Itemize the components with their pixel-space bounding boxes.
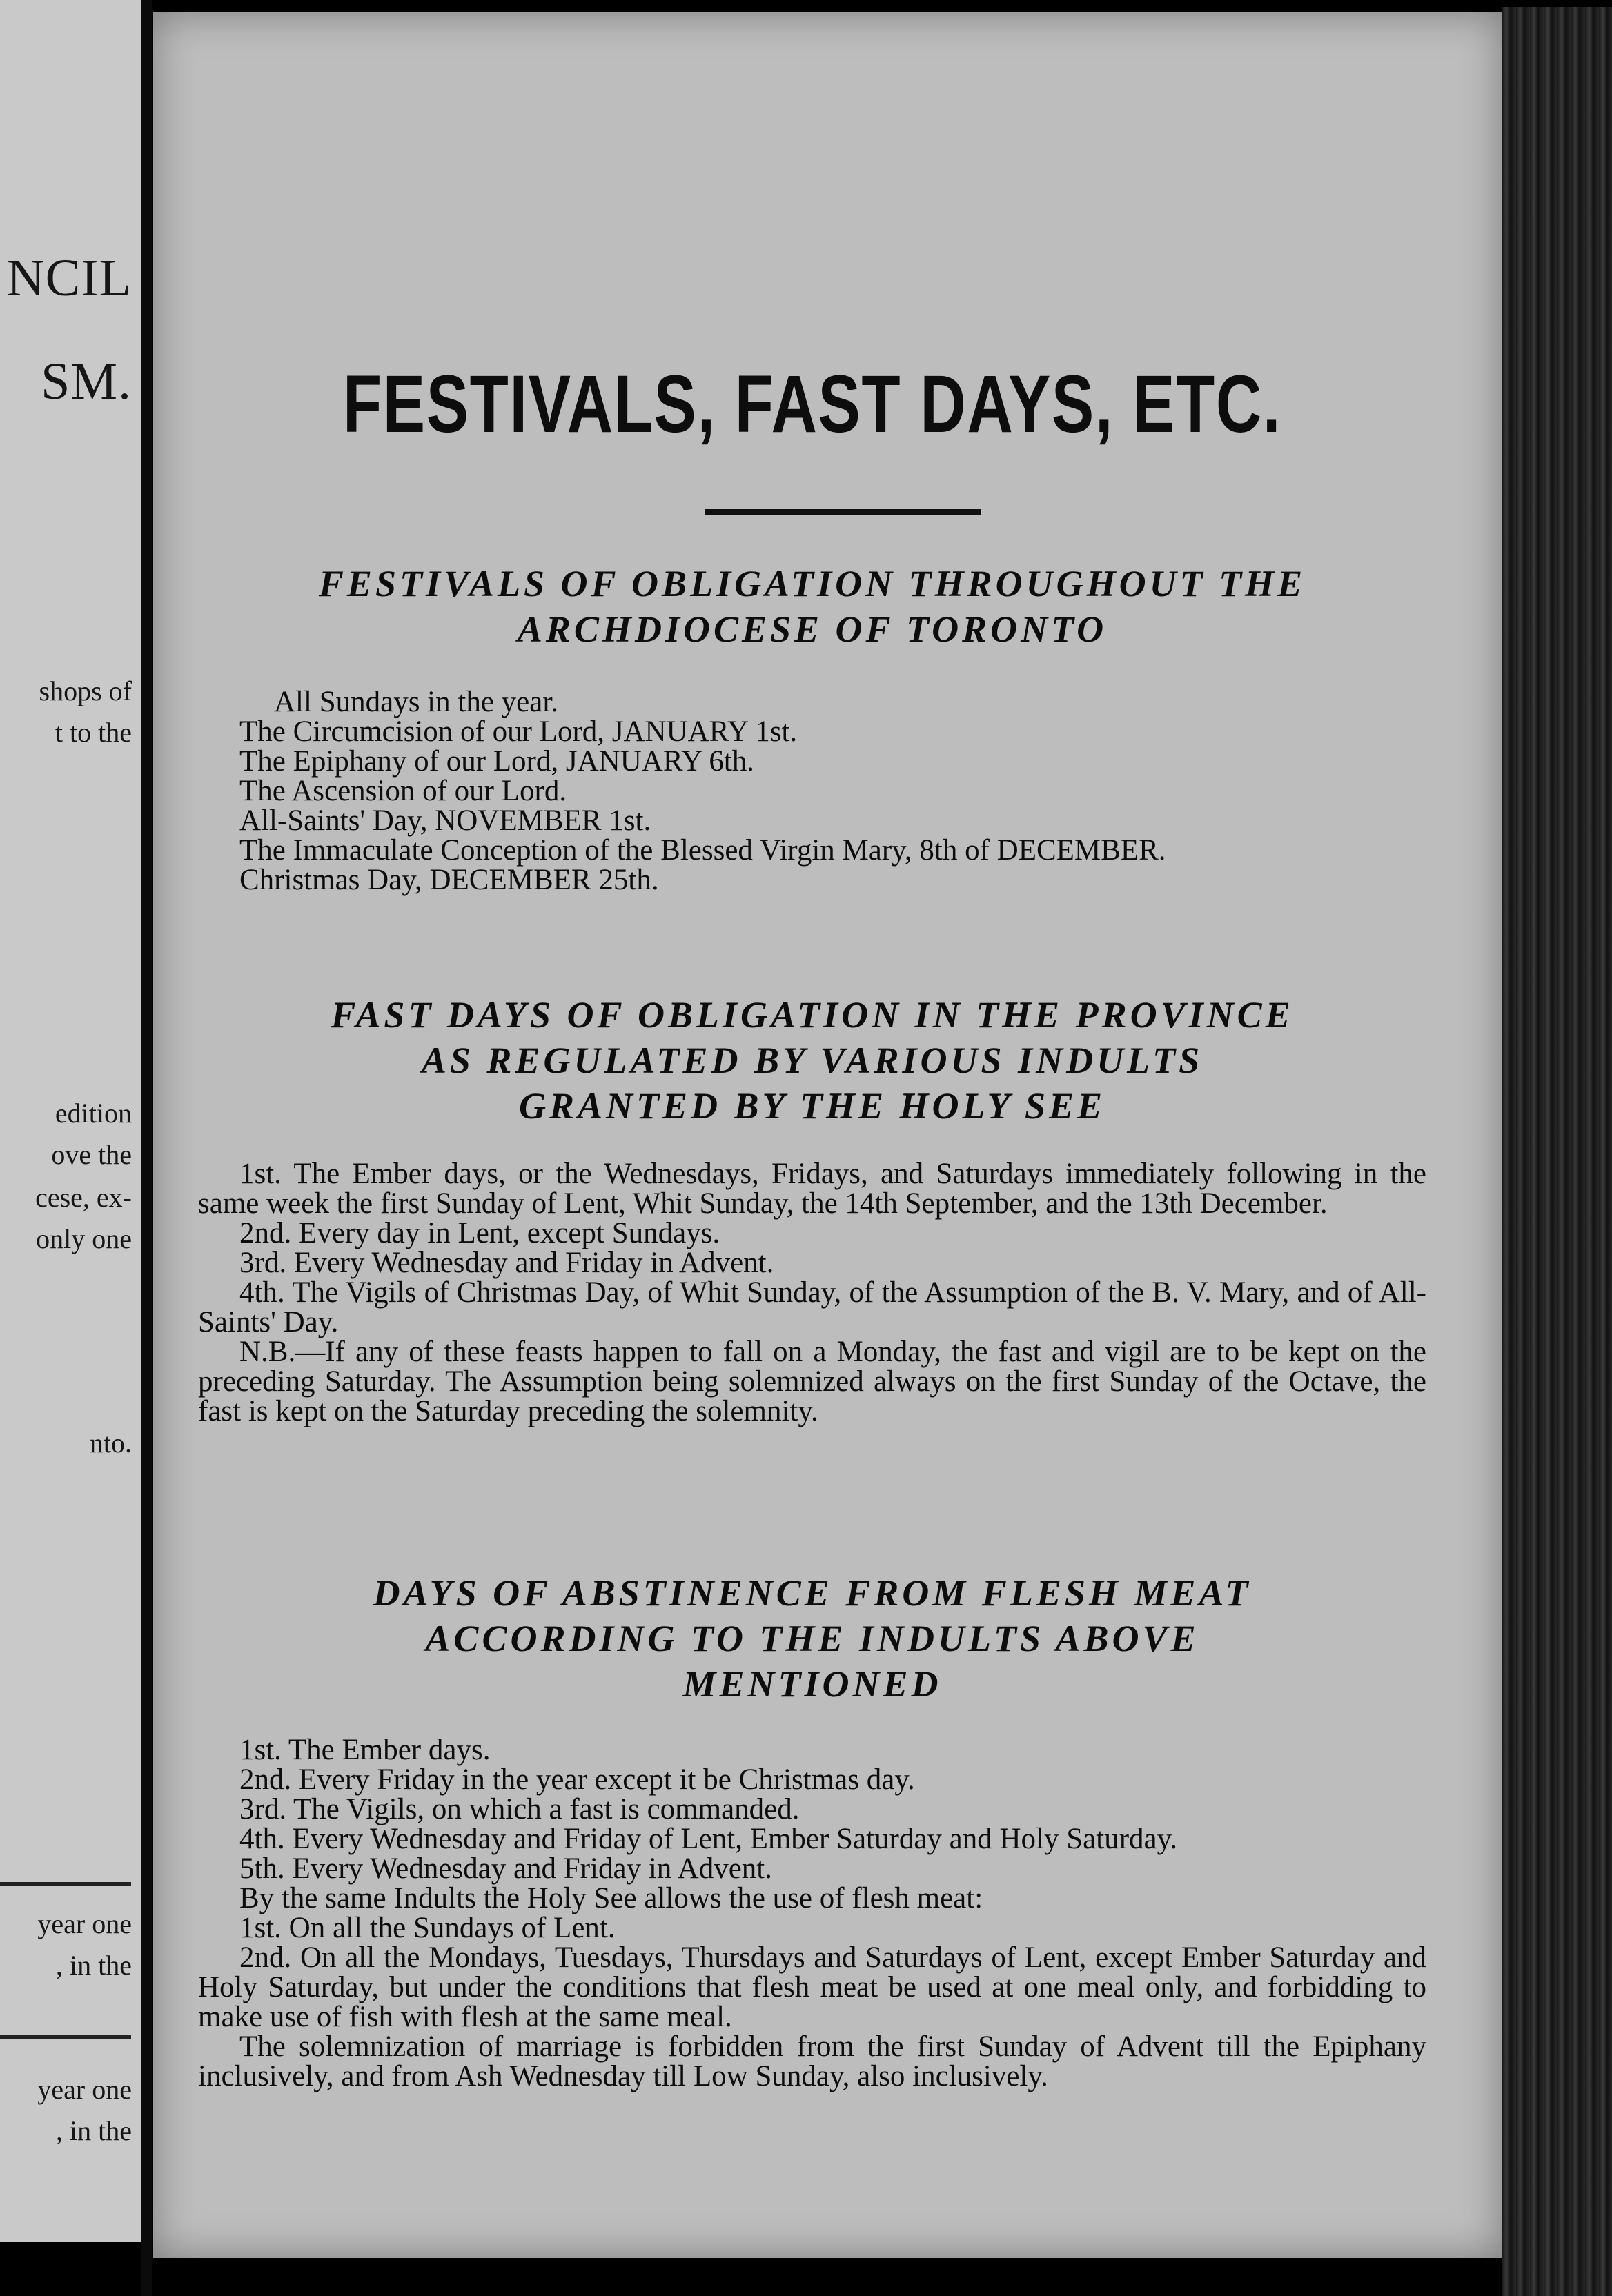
- page-title: FESTIVALS, FAST DAYS, ETC.: [342, 359, 1282, 450]
- section-heading-fast-days: [198, 992, 1426, 1129]
- list-item: The solemnization of marriage is forbidden from the first Sunday of Advent till the Epiphany inclusively, and from Ash Wednesday till Low Sunday, also inclusively.: [198, 2030, 1426, 2092]
- section-heading-festivals: [198, 561, 1426, 652]
- heading-line: MENTIONED: [682, 1663, 942, 1705]
- left-page-fragment: shops of: [39, 675, 132, 706]
- list-item: 1st. The Ember days, or the Wednesdays, Fridays, and Saturdays immediately following in the same week the first Sunday of Lent, Whit Sunday, the 14th September, and the 13th December.: [198, 1158, 1426, 1220]
- left-page-fragment: nto.: [89, 1427, 132, 1458]
- left-page-fragment: , in the: [56, 2115, 132, 2146]
- spine-gap: [141, 0, 152, 2296]
- left-page-fragment: year one: [37, 2074, 132, 2105]
- list-item: Christmas Day, DECEMBER 25th.: [239, 864, 659, 896]
- list-item: The Circumcision of our Lord, JANUARY 1st.: [239, 715, 798, 748]
- heading-line: GRANTED BY THE HOLY SEE: [518, 1085, 1106, 1127]
- list-item: 1st. The Ember days.: [239, 1734, 491, 1766]
- heading-line: ARCHDIOCESE OF TORONTO: [517, 608, 1108, 650]
- left-page-fragment: cese, ex-: [35, 1182, 132, 1213]
- left-page-fragment: SM.: [41, 353, 132, 410]
- list-item: All-Saints' Day, NOVEMBER 1st.: [239, 804, 651, 837]
- left-page-fragment: t to the: [55, 717, 132, 748]
- list-item: By the same Indults the Holy See allows the use of flesh meat:: [239, 1882, 983, 1914]
- list-item: 1st. On all the Sundays of Lent.: [239, 1912, 616, 1944]
- list-item: 4th. Every Wednesday and Friday of Lent, Ember Saturday and Holy Saturday.: [239, 1823, 1178, 1855]
- list-item: All Sundays in the year.: [274, 686, 559, 718]
- left-page-fragment: only one: [36, 1223, 132, 1254]
- list-item: 2nd. Every day in Lent, except Sundays.: [239, 1217, 720, 1249]
- left-page-strip: [0, 0, 141, 2242]
- section-body-festivals: [198, 687, 1426, 895]
- list-item: 4th. The Vigils of Christmas Day, of Whit Sunday, of the Assumption of the B. V. Mary, and of All-Saints' Day.: [198, 1276, 1426, 1338]
- list-item: 2nd. On all the Mondays, Tuesdays, Thursdays and Saturdays of Lent, except Ember Saturday and Holy Saturday, but under the conditions that flesh meat be used at one meal only, and forbidding to make use of fish with flesh at the same meal.: [198, 1941, 1426, 2033]
- book-page: [153, 12, 1502, 2258]
- list-item: N.B.—If any of these feasts happen to fall on a Monday, the fast and vigil are to be kept on the preceding Saturday. The Assumption being solemnized always on the first Sunday of the Octave, the fast is kept on the Saturday preceding the solemnity.: [198, 1336, 1426, 1427]
- heading-line: DAYS OF ABSTINENCE FROM FLESH MEAT: [373, 1572, 1252, 1614]
- heading-line: FESTIVALS OF OBLIGATION THROUGHOUT THE: [318, 563, 1306, 604]
- list-item: 3rd. Every Wednesday and Friday in Advent.: [239, 1247, 774, 1279]
- list-item: The Immaculate Conception of the Blessed Virgin Mary, 8th of DECEMBER.: [239, 834, 1166, 867]
- left-page-fragment: , in the: [56, 1950, 132, 1981]
- section-body-abstinence: [198, 1735, 1426, 2091]
- section-heading-abstinence: [198, 1570, 1426, 1707]
- heading-line: ACCORDING TO THE INDULTS ABOVE: [425, 1618, 1199, 1659]
- list-item: The Ascension of our Lord.: [239, 775, 567, 807]
- heading-line: FAST DAYS OF OBLIGATION IN THE PROVINCE: [331, 994, 1294, 1036]
- list-item: 5th. Every Wednesday and Friday in Advent.: [239, 1852, 772, 1885]
- left-page-fragment: ove the: [51, 1139, 132, 1170]
- section-body-fast-days: [198, 1159, 1426, 1426]
- heading-line: AS REGULATED BY VARIOUS INDULTS: [421, 1040, 1203, 1081]
- title-rule: [705, 509, 981, 515]
- list-item: The Epiphany of our Lord, JANUARY 6th.: [239, 745, 755, 778]
- book-page-edges: [1502, 7, 1612, 2296]
- left-page-fragment: year one: [37, 1908, 132, 1939]
- list-item: 3rd. The Vigils, on which a fast is commanded.: [239, 1793, 800, 1825]
- left-page-fragment: edition: [55, 1098, 132, 1129]
- left-page-rule: [0, 1882, 131, 1886]
- left-page-fragment: NCIL: [6, 249, 132, 307]
- list-item: 2nd. Every Friday in the year except it be Christmas day.: [239, 1763, 915, 1796]
- left-page-rule: [0, 2035, 131, 2039]
